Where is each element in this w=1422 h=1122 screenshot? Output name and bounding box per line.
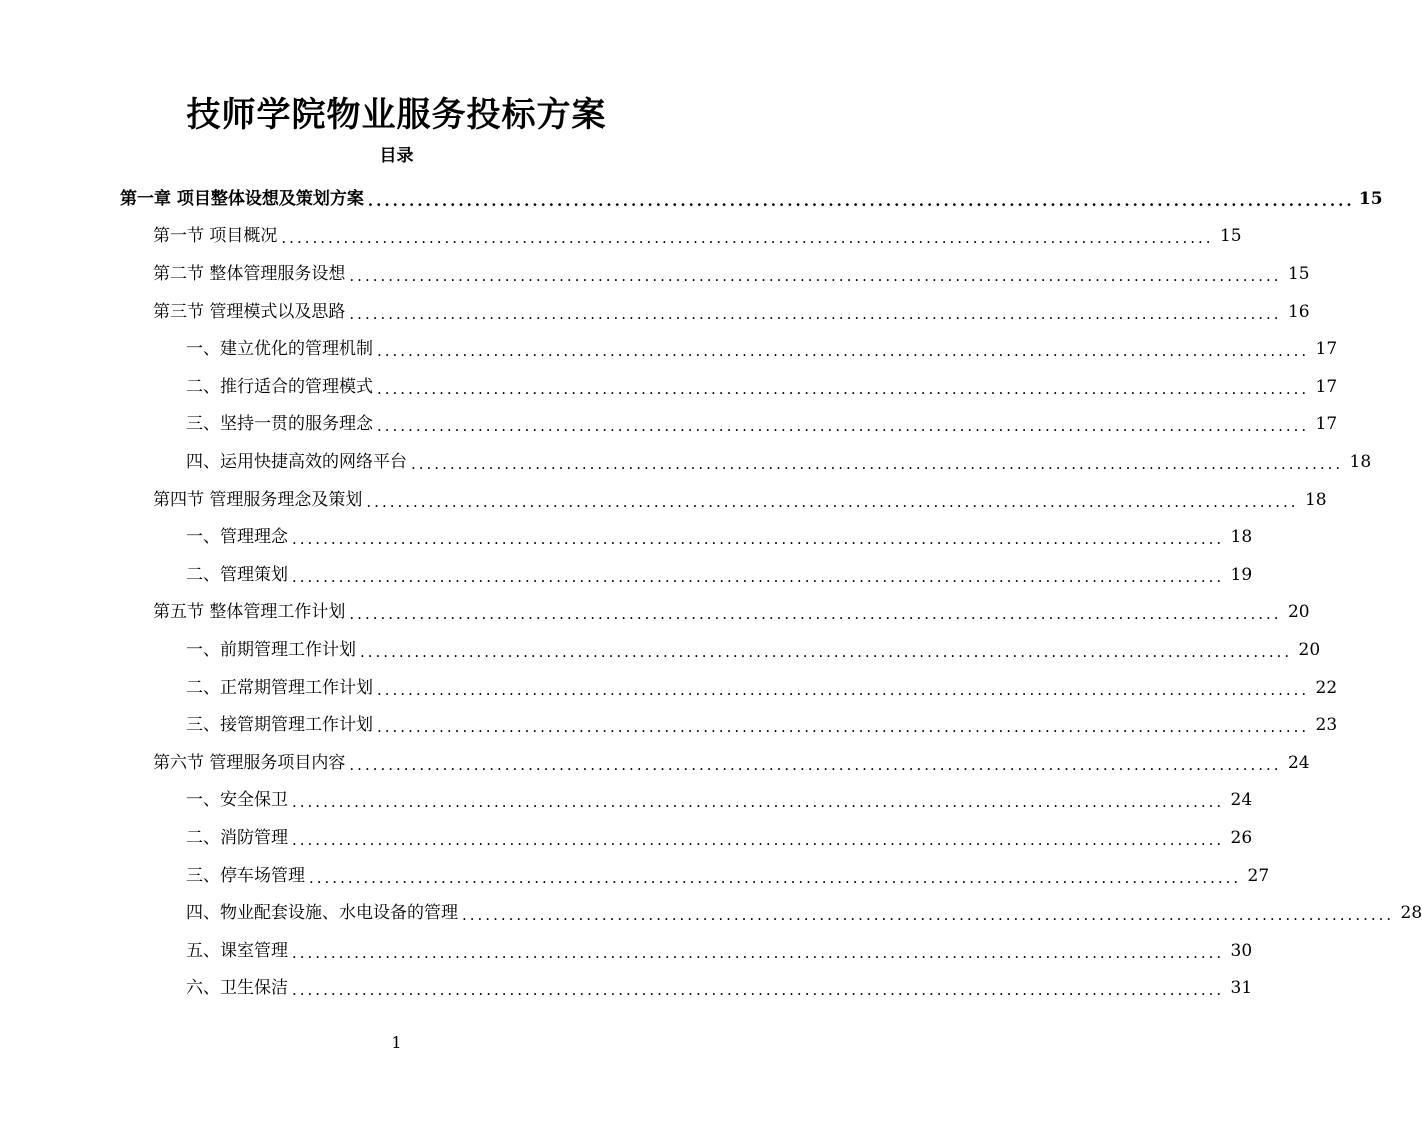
toc-entry-page-number: 19 xyxy=(1230,564,1253,585)
toc-dot-leader: ........................................................................................................................ xyxy=(360,642,1293,661)
toc-entry[interactable] xyxy=(153,255,1310,293)
toc-entry-page-number: 15 xyxy=(1358,188,1383,209)
toc-entry-label: 二、管理策划 xyxy=(186,564,288,585)
toc-dot-leader: ........................................................................................................................ xyxy=(292,981,1225,1000)
toc-entry-page-number: 17 xyxy=(1315,376,1338,397)
toc-dot-leader: ........................................................................................................................ xyxy=(292,793,1225,812)
toc-entry-label: 第六节 管理服务项目内容 xyxy=(153,752,346,773)
toc-entry-label: 第一章 项目整体设想及策划方案 xyxy=(120,188,364,209)
toc-entry-label: 第三节 管理模式以及思路 xyxy=(153,301,346,322)
toc-dot-leader: ........................................................................................................................ xyxy=(349,605,1282,624)
toc-entry-page-number: 15 xyxy=(1219,226,1242,247)
toc-entry-page-number: 18 xyxy=(1349,451,1372,472)
toc-dot-leader: ........................................................................................................................ xyxy=(367,191,1355,210)
toc-heading: 目录 xyxy=(379,146,414,166)
toc-entry-label: 三、停车场管理 xyxy=(186,865,305,886)
toc-entry[interactable] xyxy=(186,894,1422,932)
toc-dot-leader: ........................................................................................................................ xyxy=(377,718,1310,737)
toc-entry[interactable] xyxy=(153,293,1310,331)
toc-entry[interactable] xyxy=(153,481,1327,519)
toc-entry-label: 三、坚持一贯的服务理念 xyxy=(186,414,373,435)
toc-entry-page-number: 26 xyxy=(1230,827,1253,848)
toc-entry[interactable] xyxy=(186,368,1338,406)
toc-entry-label: 第一节 项目概况 xyxy=(153,226,278,247)
toc-dot-leader: ........................................................................................................................ xyxy=(292,530,1225,549)
toc-entry-page-number: 31 xyxy=(1230,978,1253,999)
toc-entry[interactable] xyxy=(186,932,1253,970)
toc-entry-label: 一、建立优化的管理机制 xyxy=(186,339,373,360)
toc-entry[interactable] xyxy=(153,218,1242,256)
toc-entry-page-number: 22 xyxy=(1315,677,1338,698)
toc-entry-label: 第五节 整体管理工作计划 xyxy=(153,602,346,623)
document-title: 技师学院物业服务投标方案 xyxy=(186,95,607,135)
toc-dot-leader: ........................................................................................................................ xyxy=(292,567,1225,586)
toc-entry-page-number: 28 xyxy=(1400,903,1422,924)
toc-entry[interactable] xyxy=(186,706,1338,744)
toc-dot-leader: ........................................................................................................................ xyxy=(349,755,1282,774)
toc-entry-label: 一、前期管理工作计划 xyxy=(186,639,356,660)
toc-dot-leader: ........................................................................................................................ xyxy=(377,342,1310,361)
toc-entry-label: 二、消防管理 xyxy=(186,827,288,848)
toc-entry-page-number: 27 xyxy=(1247,865,1270,886)
toc-entry-page-number: 23 xyxy=(1315,715,1338,736)
toc-dot-leader: ........................................................................................................................ xyxy=(366,492,1299,511)
toc-dot-leader: ........................................................................................................................ xyxy=(411,454,1344,473)
toc-entry[interactable] xyxy=(186,443,1372,481)
toc-entry-page-number: 20 xyxy=(1287,602,1310,623)
toc-entry-page-number: 18 xyxy=(1304,489,1327,510)
toc-entry-page-number: 18 xyxy=(1230,527,1253,548)
toc-entry-label: 二、正常期管理工作计划 xyxy=(186,677,373,698)
toc-dot-leader: ........................................................................................................................ xyxy=(292,943,1225,962)
toc-entry[interactable] xyxy=(186,669,1338,707)
toc-entry[interactable] xyxy=(153,594,1310,632)
toc-entry-label: 第四节 管理服务理念及策划 xyxy=(153,489,363,510)
toc-entry-page-number: 30 xyxy=(1230,940,1253,961)
toc-entry[interactable] xyxy=(120,180,1383,218)
toc-entry-page-number: 16 xyxy=(1287,301,1310,322)
toc-entry-label: 六、卫生保洁 xyxy=(186,978,288,999)
toc-entry-page-number: 24 xyxy=(1230,790,1253,811)
toc-dot-leader: ........................................................................................................................ xyxy=(377,680,1310,699)
toc-entry[interactable] xyxy=(153,744,1310,782)
toc-dot-leader: ........................................................................................................................ xyxy=(349,266,1282,285)
toc-entry-label: 四、物业配套设施、水电设备的管理 xyxy=(186,903,458,924)
toc-entry-page-number: 20 xyxy=(1298,639,1321,660)
page-number: 1 xyxy=(391,1033,402,1052)
toc-dot-leader: ........................................................................................................................ xyxy=(462,906,1395,925)
toc-entry-label: 一、管理理念 xyxy=(186,527,288,548)
toc-entry[interactable] xyxy=(186,857,1270,895)
toc-entry[interactable] xyxy=(186,782,1253,820)
toc-entry[interactable] xyxy=(186,518,1253,556)
toc-dot-leader: ........................................................................................................................ xyxy=(377,417,1310,436)
toc-entry-label: 五、课室管理 xyxy=(186,940,288,961)
toc-entry-label: 三、接管期管理工作计划 xyxy=(186,715,373,736)
toc-entry[interactable] xyxy=(186,556,1253,594)
toc-entry[interactable] xyxy=(186,406,1338,444)
toc-entry-page-number: 17 xyxy=(1315,339,1338,360)
toc-dot-leader: ........................................................................................................................ xyxy=(281,229,1214,248)
toc-entry[interactable] xyxy=(186,631,1321,669)
toc-dot-leader: ........................................................................................................................ xyxy=(377,379,1310,398)
toc-entry-label: 二、推行适合的管理模式 xyxy=(186,376,373,397)
toc-entry-label: 一、安全保卫 xyxy=(186,790,288,811)
toc-dot-leader: ........................................................................................................................ xyxy=(292,830,1225,849)
toc-entry-page-number: 17 xyxy=(1315,414,1338,435)
toc-dot-leader: ........................................................................................................................ xyxy=(349,304,1282,323)
toc-entry-page-number: 15 xyxy=(1287,263,1310,284)
toc-dot-leader: ........................................................................................................................ xyxy=(309,868,1242,887)
toc-entry-page-number: 24 xyxy=(1287,752,1310,773)
toc-entry[interactable] xyxy=(186,330,1338,368)
toc-entry[interactable] xyxy=(186,970,1253,1008)
toc-entry-label: 第二节 整体管理服务设想 xyxy=(153,263,346,284)
toc-entry[interactable] xyxy=(186,819,1253,857)
toc-entry-label: 四、运用快捷高效的网络平台 xyxy=(186,451,407,472)
